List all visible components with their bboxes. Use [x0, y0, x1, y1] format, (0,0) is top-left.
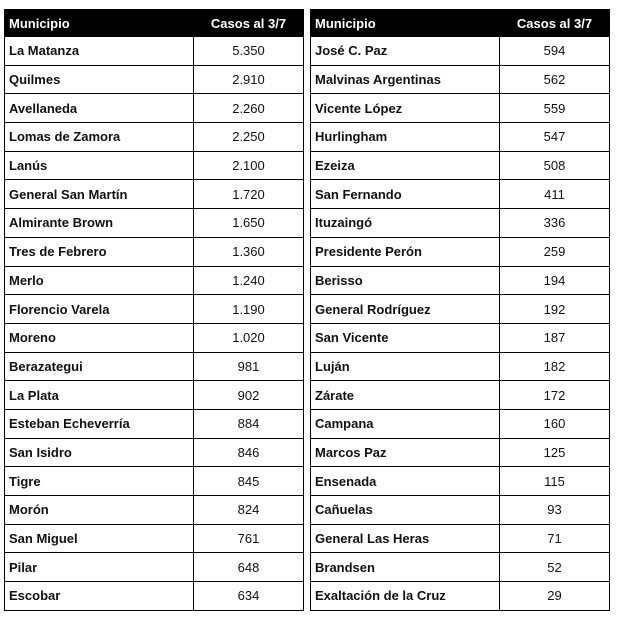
- table-row: [311, 123, 610, 152]
- cases-cell: 648: [194, 553, 304, 582]
- table-row: [5, 381, 304, 410]
- table-row: [5, 151, 304, 180]
- header-row: [311, 10, 610, 37]
- municipality-cell: Morón: [5, 496, 194, 525]
- cases-cell: 71: [500, 524, 610, 553]
- municipality-cell: Lanús: [5, 151, 194, 180]
- municipality-cell: General Rodríguez: [311, 295, 500, 324]
- municipality-cell: Exaltación de la Cruz: [311, 582, 500, 611]
- cases-cell: 559: [500, 94, 610, 123]
- left-cases-table: [4, 9, 304, 611]
- table-row: [311, 381, 610, 410]
- table-row: [311, 37, 610, 66]
- cases-cell: 761: [194, 524, 304, 553]
- cases-cell: 259: [500, 237, 610, 266]
- table-row: [311, 94, 610, 123]
- municipality-cell: Campana: [311, 409, 500, 438]
- table-row: [311, 323, 610, 352]
- table-row: [311, 582, 610, 611]
- table-row: [5, 237, 304, 266]
- table-row: [5, 94, 304, 123]
- cases-cell: 125: [500, 438, 610, 467]
- cases-cell: 192: [500, 295, 610, 324]
- cases-cell: 634: [194, 582, 304, 611]
- municipality-cell: Malvinas Argentinas: [311, 65, 500, 94]
- municipality-cell: General San Martín: [5, 180, 194, 209]
- cases-cell: 160: [500, 409, 610, 438]
- table-row: [311, 266, 610, 295]
- table-row: [311, 209, 610, 238]
- cases-cell: 1.650: [194, 209, 304, 238]
- header-row: [5, 10, 304, 37]
- municipality-cell: General Las Heras: [311, 524, 500, 553]
- municipality-cell: Tigre: [5, 467, 194, 496]
- municipality-cell: Lomas de Zamora: [5, 123, 194, 152]
- table-row: [311, 467, 610, 496]
- table-row: [311, 524, 610, 553]
- cases-cell: 508: [500, 151, 610, 180]
- cases-cell: 2.250: [194, 123, 304, 152]
- table-row: [5, 123, 304, 152]
- municipality-cell: Pilar: [5, 553, 194, 582]
- municipality-cell: San Miguel: [5, 524, 194, 553]
- municipality-column-header: Municipio: [5, 10, 194, 37]
- table-row: [5, 65, 304, 94]
- cases-cell: 411: [500, 180, 610, 209]
- municipality-cell: Almirante Brown: [5, 209, 194, 238]
- municipality-cell: La Matanza: [5, 37, 194, 66]
- table-row: [5, 180, 304, 209]
- table-row: [311, 352, 610, 381]
- table-row: [311, 553, 610, 582]
- cases-cell: 194: [500, 266, 610, 295]
- cases-cell: 2.910: [194, 65, 304, 94]
- table-row: [311, 237, 610, 266]
- municipality-cell: Marcos Paz: [311, 438, 500, 467]
- cases-cell: 182: [500, 352, 610, 381]
- cases-cell: 1.720: [194, 180, 304, 209]
- cases-column-header: Casos al 3/7: [500, 10, 610, 37]
- cases-cell: 29: [500, 582, 610, 611]
- municipality-cell: San Isidro: [5, 438, 194, 467]
- cases-cell: 115: [500, 467, 610, 496]
- right-cases-table: [310, 9, 610, 611]
- municipality-cell: Berisso: [311, 266, 500, 295]
- table-row: [5, 467, 304, 496]
- cases-cell: 5.350: [194, 37, 304, 66]
- municipality-cell: Florencio Varela: [5, 295, 194, 324]
- table-row: [311, 151, 610, 180]
- cases-cell: 846: [194, 438, 304, 467]
- table-row: [311, 409, 610, 438]
- municipality-cell: Escobar: [5, 582, 194, 611]
- table-row: [5, 582, 304, 611]
- table-row: [5, 438, 304, 467]
- municipality-cell: Merlo: [5, 266, 194, 295]
- cases-cell: 1.240: [194, 266, 304, 295]
- municipality-cell: Brandsen: [311, 553, 500, 582]
- municipality-cell: Moreno: [5, 323, 194, 352]
- cases-cell: 902: [194, 381, 304, 410]
- municipality-cell: Hurlingham: [311, 123, 500, 152]
- cases-cell: 1.020: [194, 323, 304, 352]
- municipality-cell: Ituzaingó: [311, 209, 500, 238]
- table-row: [5, 409, 304, 438]
- municipality-cell: Tres de Febrero: [5, 237, 194, 266]
- cases-cell: 824: [194, 496, 304, 525]
- cases-cell: 172: [500, 381, 610, 410]
- municipality-cell: Ezeiza: [311, 151, 500, 180]
- cases-cell: 845: [194, 467, 304, 496]
- table-row: [5, 553, 304, 582]
- table-row: [311, 496, 610, 525]
- cases-cell: 2.260: [194, 94, 304, 123]
- cases-cell: 562: [500, 65, 610, 94]
- municipality-cell: Quilmes: [5, 65, 194, 94]
- cases-cell: 2.100: [194, 151, 304, 180]
- cases-cell: 93: [500, 496, 610, 525]
- municipality-cell: Esteban Echeverría: [5, 409, 194, 438]
- cases-column-header: Casos al 3/7: [194, 10, 304, 37]
- municipality-cell: San Fernando: [311, 180, 500, 209]
- cases-cell: 336: [500, 209, 610, 238]
- cases-cell: 1.190: [194, 295, 304, 324]
- municipality-cell: Luján: [311, 352, 500, 381]
- table-row: [5, 524, 304, 553]
- municipality-cell: San Vicente: [311, 323, 500, 352]
- table-row: [5, 266, 304, 295]
- table-row: [5, 37, 304, 66]
- municipality-cell: Zárate: [311, 381, 500, 410]
- cases-cell: 594: [500, 37, 610, 66]
- cases-cell: 981: [194, 352, 304, 381]
- table-row: [311, 438, 610, 467]
- cases-cell: 547: [500, 123, 610, 152]
- cases-cell: 187: [500, 323, 610, 352]
- municipality-cell: Avellaneda: [5, 94, 194, 123]
- table-row: [5, 295, 304, 324]
- municipality-column-header: Municipio: [311, 10, 500, 37]
- cases-cell: 52: [500, 553, 610, 582]
- municipality-cell: La Plata: [5, 381, 194, 410]
- table-row: [5, 209, 304, 238]
- municipality-cell: Cañuelas: [311, 496, 500, 525]
- municipality-cell: José C. Paz: [311, 37, 500, 66]
- table-row: [5, 323, 304, 352]
- municipality-cell: Vicente López: [311, 94, 500, 123]
- municipality-cell: Presidente Perón: [311, 237, 500, 266]
- table-row: [311, 180, 610, 209]
- table-row: [311, 65, 610, 94]
- table-row: [5, 352, 304, 381]
- municipality-cell: Berazategui: [5, 352, 194, 381]
- municipality-cell: Ensenada: [311, 467, 500, 496]
- cases-cell: 884: [194, 409, 304, 438]
- table-row: [5, 496, 304, 525]
- cases-cell: 1.360: [194, 237, 304, 266]
- table-row: [311, 295, 610, 324]
